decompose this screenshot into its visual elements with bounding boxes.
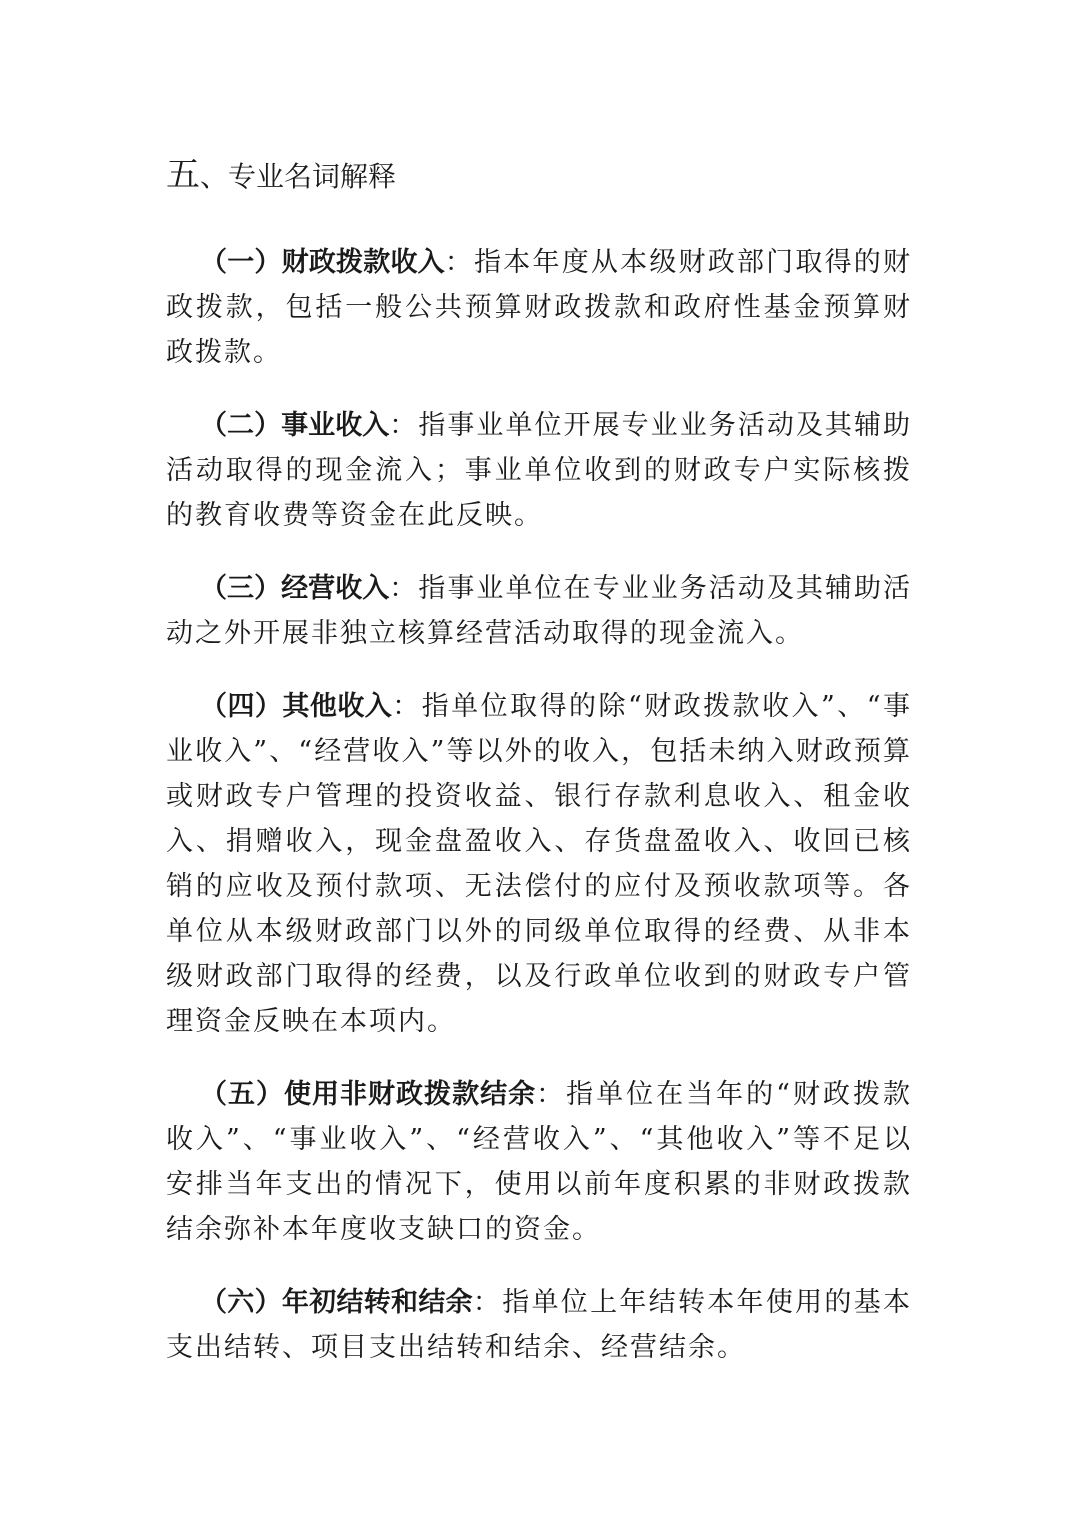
term-definition: 指本年度从本级财政部门取得的财政拨款，包括一般公共预算财政拨款和政府性基金预算财政拨款。: [166, 247, 913, 368]
definition-paragraph: [166, 240, 912, 375]
term-label: （四）其他收入: [200, 691, 393, 722]
term-definition: 指单位在当年的“财政拨款收入”、“事业收入”、“经营收入”、“其他收入”等不足以安排当年支出的情况下，使用以前年度积累的非财政拨款结余弥补本年度收支缺口的资金。: [166, 1079, 912, 1245]
term-label: （三）经营收入: [200, 573, 390, 604]
term-label: （二）事业收入: [200, 410, 390, 441]
definition-paragraph: [166, 1280, 912, 1370]
section-heading: [166, 150, 912, 200]
definition-paragraph: [166, 684, 912, 1044]
term-definition: 指单位上年结转本年使用的基本支出结转、项目支出结转和结余、经营结余。: [166, 1287, 913, 1363]
term-separator: ：: [444, 247, 475, 278]
term-separator: ：: [536, 1079, 567, 1110]
term-separator: ：: [392, 691, 422, 722]
term-label: （五）使用非财政拨款结余: [200, 1079, 537, 1110]
term-definition: 指单位取得的除“财政拨款收入”、“事业收入”、“经营收入”等以外的收入，包括未纳入财政预算或财政专户管理的投资收益、银行存款利息收入、租金收入、捐赠收入，现金盘盈收入、存货盘盈收入、收回已核销的应收及预付款项、无法偿付的应付及预收款项等。各单位从本级财政部门以外的同级单位取得的经费、从非本级财政部门取得的经费，以及行政单位收到的财政专户管理资金反映在本项内。: [166, 691, 913, 1037]
section-title: 、专业名词解释: [200, 160, 397, 193]
term-separator: ：: [389, 410, 419, 441]
document-page: [166, 150, 912, 1370]
term-separator: ：: [472, 1287, 503, 1318]
section-number: 五: [166, 155, 200, 195]
term-separator: ：: [389, 573, 419, 604]
term-definition: 指事业单位在专业业务活动及其辅助活动之外开展非独立核算经营活动取得的现金流入。: [166, 573, 913, 649]
definition-paragraph: [166, 1072, 912, 1252]
term-label: （六）年初结转和结余: [200, 1287, 473, 1318]
term-label: （一）财政拨款收入: [200, 247, 445, 278]
definition-paragraph: [166, 566, 912, 656]
definition-paragraph: [166, 403, 912, 538]
term-definition: 指事业单位开展专业业务活动及其辅助活动取得的现金流入；事业单位收到的财政专户实际核拨的教育收费等资金在此反映。: [166, 410, 913, 531]
